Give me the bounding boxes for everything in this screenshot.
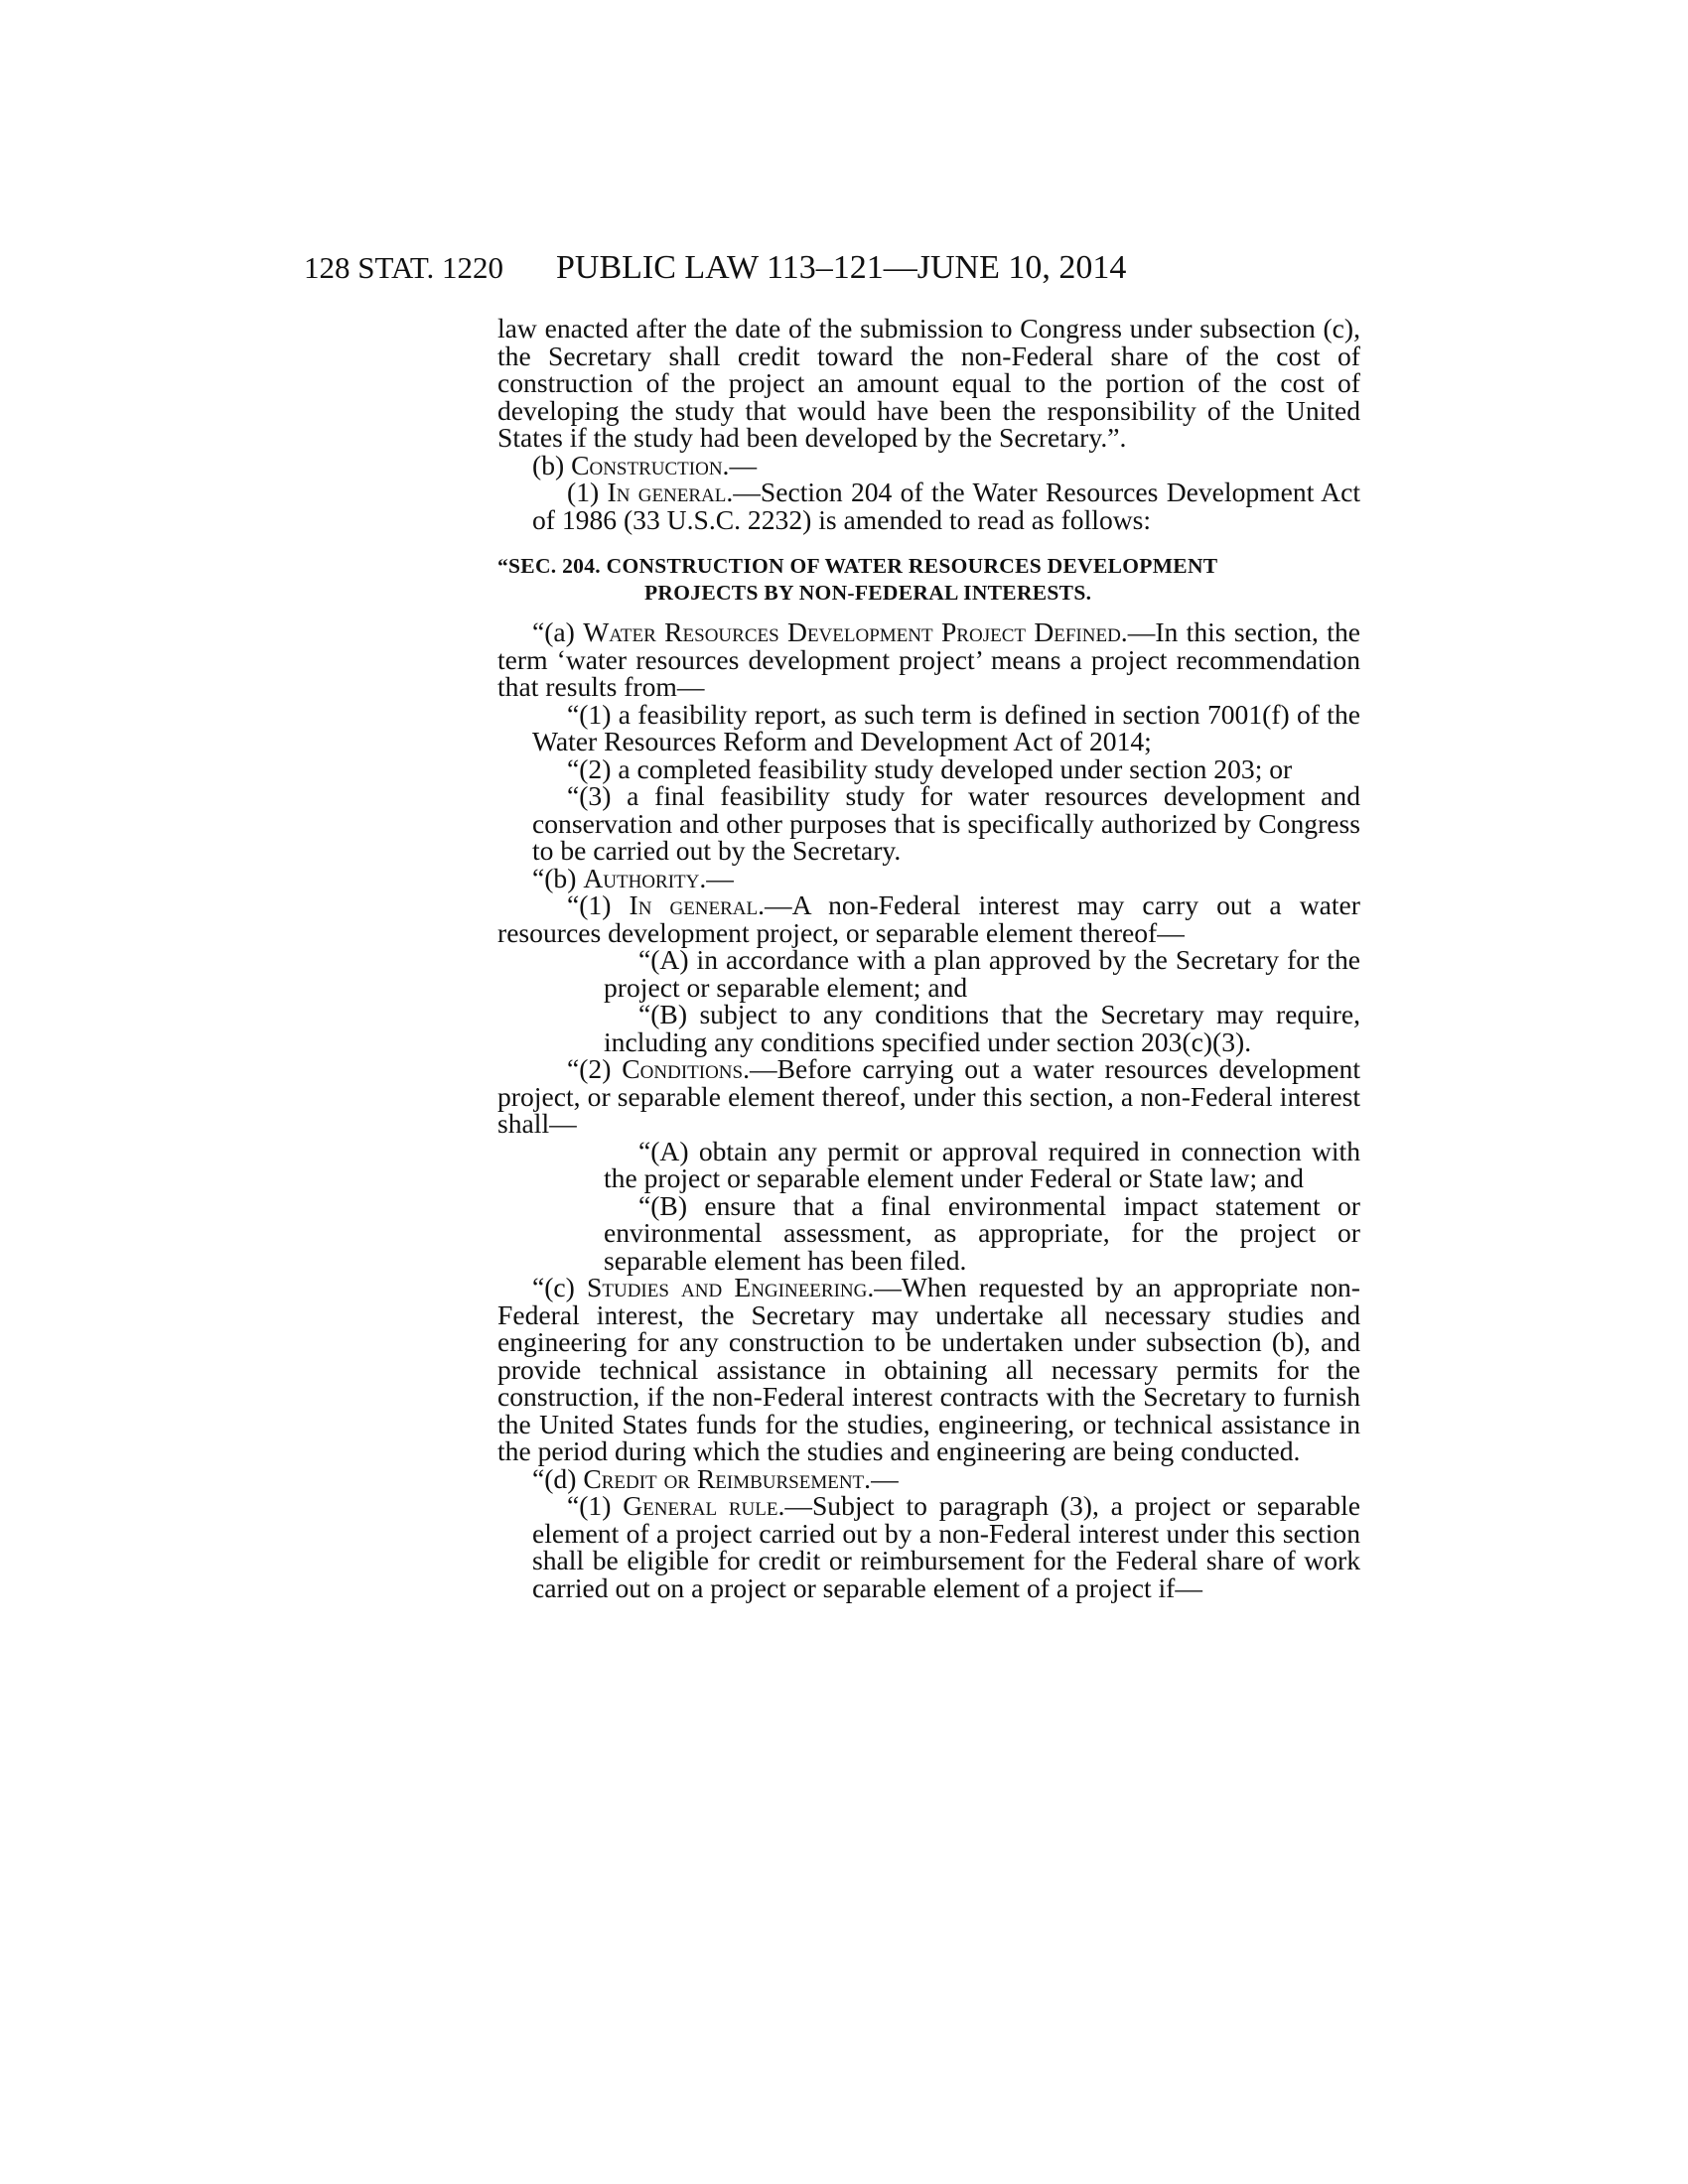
subparagraph-authority-1A: “(A) in accordance with a plan approved by the Secretary for the project or separable element; and: [604, 944, 1360, 1003]
subsection-heading: Authority.: [583, 862, 707, 893]
paragraph-a1: “(1) a feasibility report, as such term is defined in section 7001(f) of the Water Resources Reform and Development Act of 2014;: [532, 698, 1360, 756]
subsection-a-definition: “(a) Water Resources Development Project Defined.—In this section, the term ‘water resources development project’ means a project recommendation that results from—: [497, 616, 1360, 702]
subsection-d-credit: “(d) Credit or Reimbursement.—: [532, 1462, 899, 1494]
subparagraph-authority-2B: “(B) ensure that a final environmental impact statement or environmental assessment, as appropriate, for the project or separable element has been filed.: [604, 1189, 1360, 1276]
paragraph-heading: General rule.: [623, 1490, 785, 1521]
subsection-c-studies: “(c) Studies and Engineering.—When requested by an appropriate non-Federal interest, the Secretary may undertake all necessary studies and engineering for any construction to be undertaken under subsection (b), and provide technical assistance in obtaining all necessary permits for the construction, if the non-Federal interest contracts with the Secretary to furnish the United States funds for the studies, engineering, or technical assistance in the period during which the studies and engineering are being conducted.: [497, 1272, 1360, 1466]
paragraph-b1-in-general: (1) In general.—Section 204 of the Water Resources Development Act of 1986 (33 U.S.C. 2232) is amended to read as follows:: [532, 477, 1360, 535]
paragraph-heading: Conditions.: [622, 1053, 750, 1084]
subsection-b-authority: “(b) Authority.—: [532, 862, 734, 893]
subparagraph-authority-2A: “(A) obtain any permit or approval required in connection with the project or separable element under Federal or State law; and: [604, 1135, 1360, 1193]
subsection-heading: Water Resources Development Project Defined.: [583, 616, 1128, 647]
subsection-heading: Credit or Reimbursement.: [583, 1462, 872, 1494]
subparagraph-authority-1B: “(B) subject to any conditions that the Secretary may require, including any conditions specified under section 203(c)(3).: [604, 999, 1360, 1057]
subsection-heading: Construction.: [571, 449, 730, 480]
paragraph-a2: “(2) a completed feasibility study developed under section 203; or: [567, 752, 1293, 784]
running-head: PUBLIC LAW 113–121—JUNE 10, 2014: [556, 249, 1127, 286]
intro-paragraph: law enacted after the date of the submission to Congress under subsection (c), the Secretary shall credit toward the non-Federal share of the cost of construction of the project an amount equal to the portion of the cost of developing the study that would have been the responsibility of the United States if the study had been developed by the Secretary.”.: [497, 313, 1360, 453]
paragraph-d1-general-rule: “(1) General rule.—Subject to paragraph (3), a project or separable element of a project carried out by a non-Federal interest under this section shall be eligible for credit or reimbursement for the Federal share of work carried out on a project or separable element of a project if—: [532, 1490, 1360, 1603]
paragraph-authority-2: “(2) Conditions.—Before carrying out a water resources development project, or separable element thereof, under this section, a non-Federal interest shall—: [497, 1053, 1360, 1139]
paragraph-heading: In general.: [629, 889, 766, 920]
subsection-heading: Studies and Engineering.: [587, 1272, 875, 1302]
section-204-heading: “SEC. 204. CONSTRUCTION OF WATER RESOURCES DEVELOPMENT PROJECTS BY NON-FEDERAL INTERESTS.: [497, 554, 1218, 605]
paragraph-heading: In general.: [607, 477, 734, 507]
paragraph-a3: “(3) a final feasibility study for water resources development and conservation and other purposes that is specifically authorized by Congress to be carried out by the Secretary.: [532, 780, 1360, 866]
page-header: [304, 248, 1227, 288]
stat-page-number: 128 STAT. 1220: [304, 250, 504, 285]
paragraph-authority-1: “(1) In general.—A non-Federal interest may carry out a water resources development project, or separable element thereof—: [497, 889, 1360, 948]
subsection-b-construction: (b) Construction.—: [532, 449, 758, 480]
statute-text: [497, 315, 1360, 1601]
